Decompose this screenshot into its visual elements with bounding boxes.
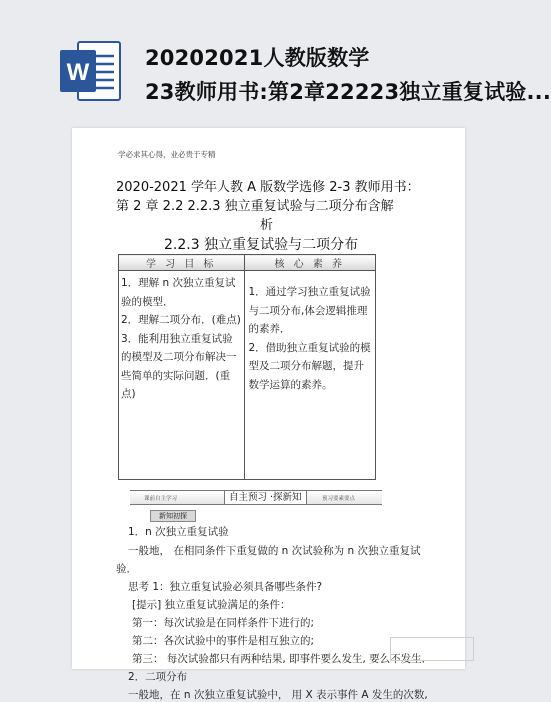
goal-item: 2．理解二项分布．(难点) xyxy=(121,314,241,326)
body-line: 一般地，在 n 次独立重复试验中， 用 X 表示事件 A 发生的次数, xyxy=(128,689,428,701)
body-line: 一般地， 在相同条件下重复做的 n 次试验称为 n 次独立重复试 xyxy=(128,545,421,557)
document-page xyxy=(72,128,465,701)
document-title-line2: 23教师用书:第2章22223独立重复试验... xyxy=(145,80,551,104)
word-document-icon xyxy=(58,40,122,104)
body-line: 第二：各次试验中的事件是相互独立的; xyxy=(132,635,315,647)
body-line: 2．二项分布 xyxy=(128,671,188,683)
section-title: 2.2.3 独立重复试验与二项分布 xyxy=(164,237,359,253)
goals-header: 学 习 目 标 xyxy=(119,255,245,271)
goals-cell xyxy=(119,271,245,480)
doc-title-line3: 析 xyxy=(260,218,274,233)
body-line: 验． xyxy=(116,563,137,575)
goal-item: 3．能利用独立重复试验的模型及二项分布解决一些简单的实际问题．(重点) xyxy=(121,332,237,400)
body-line: [提示] 独立重复试验满足的条件： xyxy=(132,599,291,611)
doc-title-line2: 第 2 章 2.2 2.2.3 独立重复试验与二项分布含解 xyxy=(116,199,394,214)
body-line: 1．n 次独立重复试验 xyxy=(128,526,229,538)
body-line: 第一：每次试验是在同样条件下进行的; xyxy=(132,617,315,629)
doc-title-line1: 2020-2021 学年人教 A 版数学选修 2-3 教师用书： xyxy=(116,180,420,195)
goal-item: 1．理解 n 次独立重复试验的模型． xyxy=(121,277,236,308)
document-title-line1: 20202021人教版数学 xyxy=(145,46,370,70)
header-banner xyxy=(0,0,551,110)
word-icon-letter: W xyxy=(66,59,90,86)
body-line: 第三： 每次试验都只有两种结果, 即事件要么发生, 要么不发生． xyxy=(132,653,433,665)
literacy-item: 1．通过学习独立重复试验与二项分布,体会逻辑推理的素养． xyxy=(248,286,371,335)
page-motto: 学必求其心得，业必贵于专精 xyxy=(118,150,216,159)
literacy-header: 核 心 素 养 xyxy=(244,255,376,271)
banner-right-text: 预习要素要点 xyxy=(322,496,356,502)
literacy-item: 2．借助独立重复试验的模型及二项分布解题，提升数学运算的素养。 xyxy=(248,341,371,391)
faint-box xyxy=(390,637,474,661)
banner-center-text: 自主预习 ·探新知 xyxy=(224,491,307,504)
body-line: 思考 1：独立重复试验必须具备哪些条件? xyxy=(128,581,323,593)
banner-left-text: 课前自主学习 xyxy=(144,496,178,502)
new-knowledge-tag: 新知初探 xyxy=(150,510,196,522)
objectives-table xyxy=(118,254,376,480)
literacy-cell xyxy=(244,271,376,480)
preview-banner xyxy=(130,490,382,505)
